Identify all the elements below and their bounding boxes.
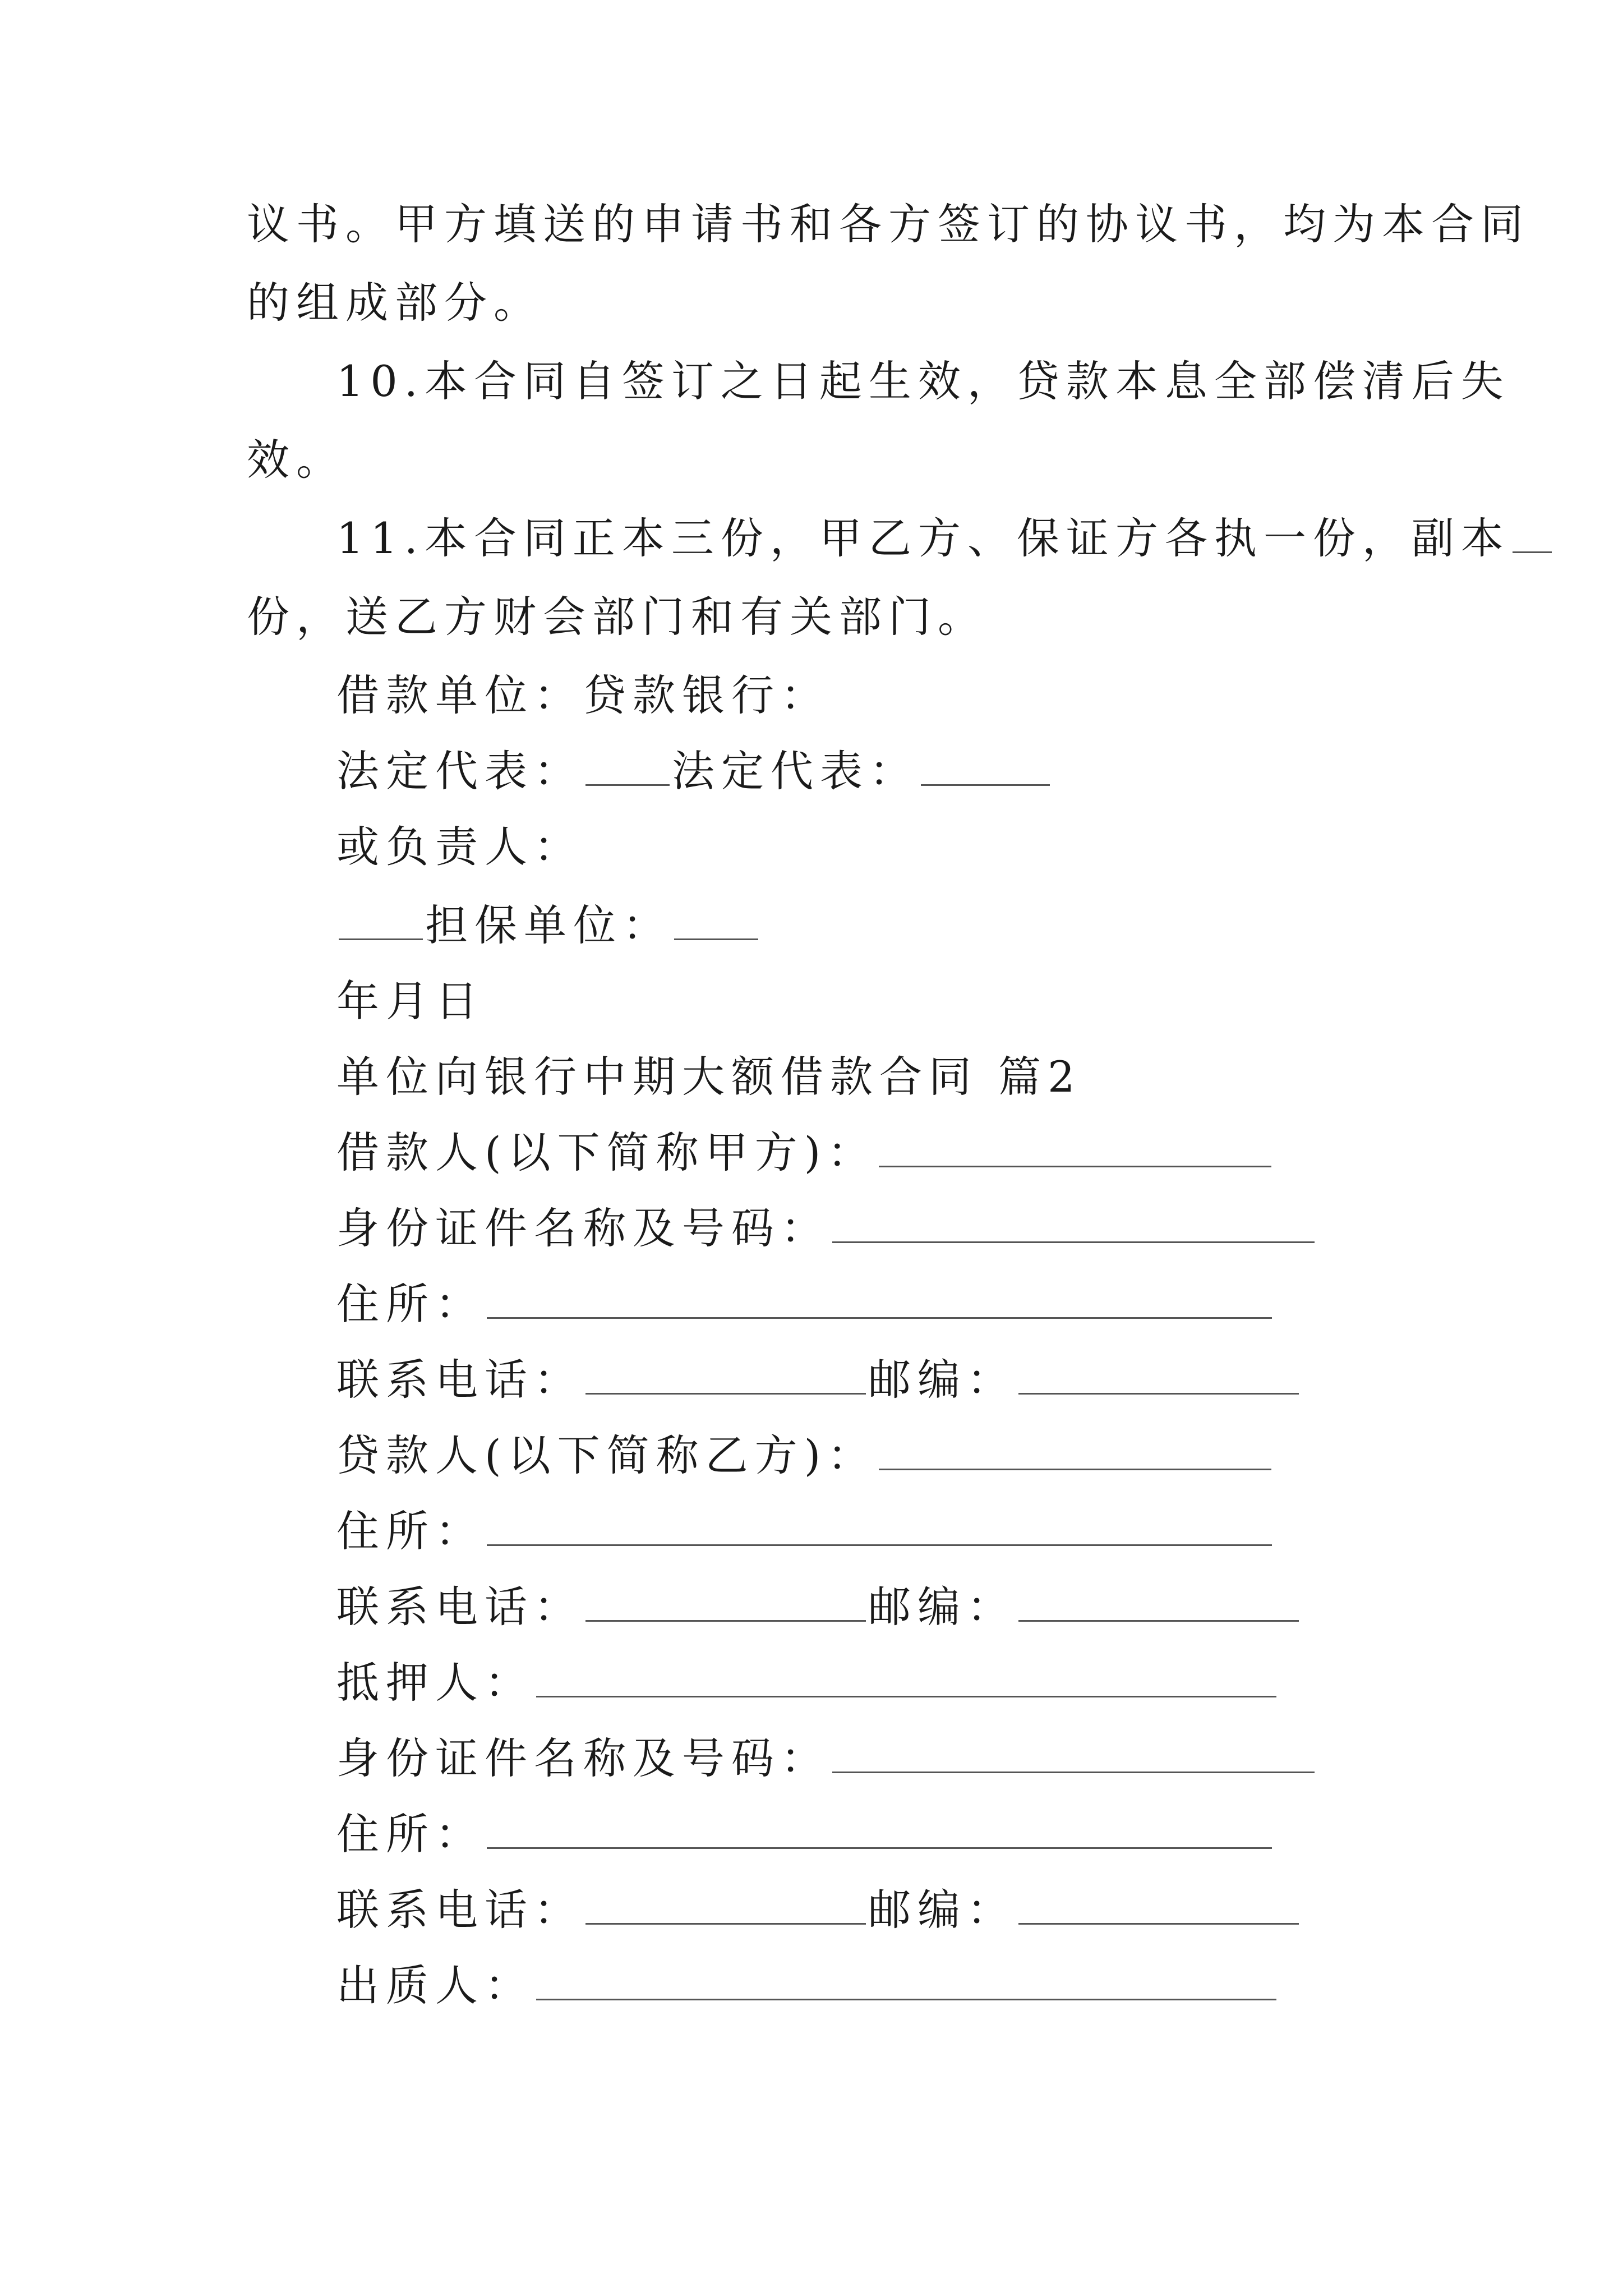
text: 11.本合同正本三份，甲乙方、保证方各执一份，副本 [336,513,1510,563]
text: 住所： [336,1506,485,1556]
signature-line [336,743,1052,799]
text: 的组成部分。 [247,278,543,328]
text: 住所： [336,1809,485,1859]
blank-field [1513,518,1552,553]
paragraph-line [247,275,543,331]
blank-field [832,1208,1315,1243]
text: 年月日 [336,976,485,1026]
text: 份，送乙方财会部门和有关部门。 [247,592,987,642]
section-title [336,1049,1082,1105]
blank-field [585,1889,866,1925]
blank-field [536,1662,1276,1697]
form-line [336,1503,1274,1559]
form-line [336,1579,1301,1635]
text: 担保单位： [425,900,672,950]
text: 住所： [336,1279,485,1329]
form-line [336,1958,1279,2014]
blank-field [1018,1889,1299,1925]
signature-line [336,898,760,954]
form-line [336,1428,1274,1484]
text: 出质人： [336,1961,534,2010]
clause-11-line [336,510,1554,567]
blank-field [487,1511,1272,1546]
text: 效。 [247,435,345,485]
form-line [336,1731,1317,1787]
blank-field [921,751,1050,786]
paragraph-line [247,432,345,488]
text: 或负责人： [336,822,583,872]
blank-field [585,751,670,786]
signature-line [336,819,583,875]
form-line [336,1125,1274,1181]
blank-field [1018,1359,1299,1395]
text: 联系电话： [336,1355,583,1405]
form-line [336,1200,1317,1257]
date-line [336,973,485,1029]
blank-field [879,1435,1271,1470]
form-line [336,1352,1301,1408]
blank-field [487,1814,1272,1849]
text: 邮编： [868,1885,1016,1935]
text: 身份证件名称及号码： [336,1733,830,1783]
blank-field [1018,1586,1299,1622]
form-line [336,1882,1301,1938]
clause-10-line [336,353,1510,409]
form-line [336,1806,1274,1862]
text: 法定代表： [336,746,583,796]
text: 10.本合同自签订之日起生效，贷款本息全部偿清后失 [336,356,1510,406]
text: 联系电话： [336,1885,583,1935]
text: 借款单位：贷款银行： [336,670,830,720]
blank-field [487,1283,1272,1319]
text: 抵押人： [336,1658,534,1708]
text: 议书。甲方填送的申请书和各方签订的协议书，均为本合同 [247,199,1530,249]
blank-field [832,1738,1315,1773]
text: 联系电话： [336,1582,583,1632]
form-line [336,1276,1274,1332]
form-line [336,1655,1279,1711]
text: 邮编： [868,1355,1016,1405]
blank-field [536,1965,1276,2000]
text: 法定代表： [672,746,919,796]
text: 单位向银行中期大额借款合同 篇2 [336,1052,1082,1102]
blank-field [585,1359,866,1395]
text: 邮编： [868,1582,1016,1632]
blank-field [585,1586,866,1622]
text: 借款人(以下简称甲方)： [336,1128,877,1177]
paragraph-line [247,196,1530,252]
blank-field [339,905,423,940]
signature-line [336,668,830,724]
paragraph-line [247,589,987,645]
blank-field [879,1132,1271,1167]
text: 身份证件名称及号码： [336,1203,830,1253]
blank-field [674,905,758,940]
text: 贷款人(以下简称乙方)： [336,1430,877,1480]
